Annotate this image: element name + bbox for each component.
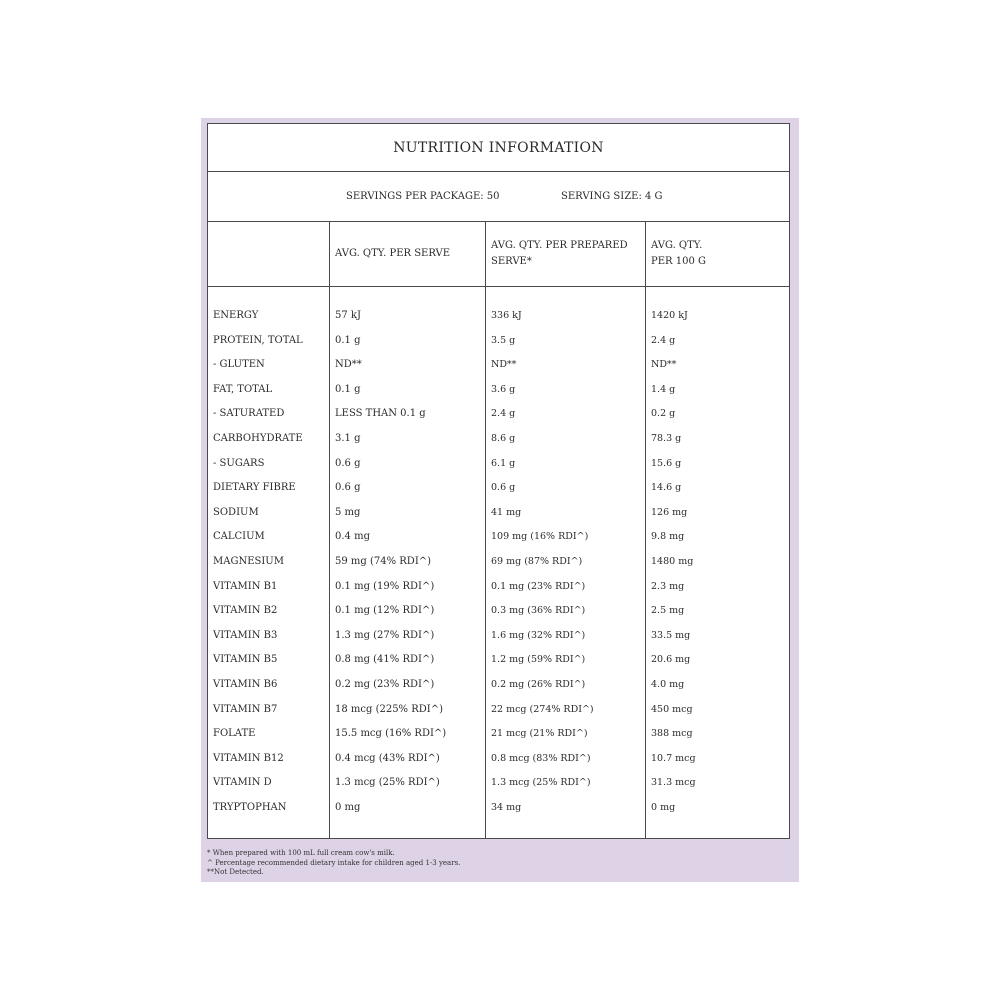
per-100g-value: 15.6 g	[651, 457, 682, 469]
per-100g-value: 4.0 mg	[651, 679, 685, 690]
prepared-value: 1.3 mcg (25% RDI^)	[491, 777, 591, 789]
nutrient-name: PROTEIN, TOTAL	[213, 334, 303, 346]
prepared-value: 109 mg (16% RDI^)	[491, 531, 589, 543]
per-serve-value: ND**	[335, 359, 362, 371]
per-serve-value: LESS THAN 0.1 g	[335, 408, 426, 420]
prepared-value: 1.2 mg (59% RDI^)	[491, 654, 586, 666]
nutrient-name: SODIUM	[213, 506, 259, 518]
table-title: NUTRITION INFORMATION	[208, 124, 789, 172]
per-serve-value: 0 mg	[335, 802, 361, 813]
prepared-value: 69 mg (87% RDI^)	[491, 556, 583, 567]
per-100g-value: 14.6 g	[651, 482, 682, 494]
prepared-value: 6.1 g	[491, 457, 516, 469]
per-serve-value: 18 mcg (225% RDI^)	[335, 703, 444, 715]
table-row	[208, 679, 789, 699]
table-row	[208, 630, 789, 650]
table-row	[208, 802, 789, 822]
table-row	[208, 359, 789, 379]
header-prepared	[491, 238, 628, 270]
nutrient-name: VITAMIN B7	[213, 703, 278, 715]
per-100g-value: ND**	[651, 359, 677, 371]
table-row	[208, 654, 789, 674]
nutrient-name: VITAMIN B1	[213, 580, 278, 592]
per-serve-value: 0.1 mg (19% RDI^)	[335, 580, 435, 592]
header-per-serve: AVG. QTY. PER SERVE	[335, 248, 451, 259]
nutrient-name: VITAMIN B2	[213, 605, 278, 617]
table-row	[208, 531, 789, 551]
nutrient-name: CARBOHYDRATE	[213, 433, 303, 444]
nutrition-table	[207, 123, 790, 839]
per-serve-value: 1.3 mg (27% RDI^)	[335, 629, 435, 641]
table-row	[208, 605, 789, 625]
per-100g-value: 2.4 g	[651, 334, 676, 346]
per-serve-value: 0.6 g	[335, 457, 361, 469]
footnotes	[207, 849, 460, 878]
per-100g-value: 0 mg	[651, 802, 676, 813]
prepared-value: 2.4 g	[491, 408, 516, 420]
header-prepared-line2: SERVE*	[491, 256, 532, 267]
per-serve-value: 0.1 g	[335, 383, 361, 395]
per-serve-value: 3.1 g	[335, 433, 361, 444]
nutrient-name: VITAMIN D	[213, 777, 272, 789]
nutrient-name: MAGNESIUM	[213, 556, 284, 567]
nutrient-name: VITAMIN B6	[213, 679, 278, 690]
table-row	[208, 408, 789, 428]
table-row	[208, 433, 789, 453]
table-row	[208, 335, 789, 355]
nutrient-name: ENERGY	[213, 310, 259, 321]
prepared-value: 21 mcg (21% RDI^)	[491, 728, 588, 740]
nutrient-name: FOLATE	[213, 728, 256, 740]
per-100g-value: 9.8 mg	[651, 531, 685, 543]
per-100g-value: 33.5 mg	[651, 629, 691, 641]
per-serve-value: 57 kJ	[335, 310, 361, 321]
nutrient-name: - SATURATED	[213, 408, 285, 420]
prepared-value: 0.8 mcg (83% RDI^)	[491, 752, 591, 764]
per-serve-value: 0.8 mg (41% RDI^)	[335, 654, 435, 666]
column-header-row	[208, 222, 789, 287]
table-row	[208, 777, 789, 797]
table-row	[208, 384, 789, 404]
prepared-value: 34 mg	[491, 802, 522, 813]
header-prepared-line1: AVG. QTY. PER PREPARED	[491, 240, 628, 251]
header-per-100g	[651, 238, 706, 270]
prepared-value: 0.2 mg (26% RDI^)	[491, 679, 586, 690]
prepared-value: 41 mg	[491, 506, 522, 518]
per-100g-value: 450 mcg	[651, 703, 693, 715]
prepared-value: 0.1 mg (23% RDI^)	[491, 580, 586, 592]
footnote-not-detected: **Not Detected.	[207, 868, 264, 876]
table-row	[208, 728, 789, 748]
per-serve-value: 0.4 mcg (43% RDI^)	[335, 752, 440, 764]
per-100g-value: 0.2 g	[651, 408, 676, 420]
header-per-100g-line1: AVG. QTY.	[651, 240, 703, 251]
nutrient-name: TRYPTOPHAN	[213, 802, 287, 813]
per-serve-value: 0.2 mg (23% RDI^)	[335, 679, 435, 690]
table-row	[208, 753, 789, 773]
per-serve-value: 15.5 mcg (16% RDI^)	[335, 728, 447, 740]
serving-size: SERVING SIZE: 4 G	[561, 191, 663, 202]
prepared-value: 3.5 g	[491, 334, 516, 346]
per-serve-value: 0.1 mg (12% RDI^)	[335, 605, 435, 617]
per-100g-value: 1480 mg	[651, 556, 694, 567]
per-serve-value: 0.1 g	[335, 334, 361, 346]
per-serve-value: 59 mg (74% RDI^)	[335, 556, 432, 567]
servings-per-package: SERVINGS PER PACKAGE: 50	[346, 191, 500, 202]
prepared-value: 0.3 mg (36% RDI^)	[491, 605, 586, 617]
per-serve-value: 5 mg	[335, 506, 361, 518]
per-100g-value: 2.5 mg	[651, 605, 685, 617]
per-100g-value: 388 mcg	[651, 728, 693, 740]
nutrient-name: - SUGARS	[213, 457, 265, 469]
per-100g-value: 20.6 mg	[651, 654, 691, 666]
prepared-value: 1.6 mg (32% RDI^)	[491, 629, 586, 641]
prepared-value: 336 kJ	[491, 310, 522, 321]
per-100g-value: 1420 kJ	[651, 310, 688, 321]
table-row	[208, 458, 789, 478]
per-serve-value: 1.3 mcg (25% RDI^)	[335, 777, 440, 789]
table-row	[208, 507, 789, 527]
servings-row	[208, 172, 789, 222]
nutrient-name: VITAMIN B5	[213, 654, 278, 666]
table-row	[208, 581, 789, 601]
nutrient-name: VITAMIN B3	[213, 629, 278, 641]
nutrient-name: CALCIUM	[213, 531, 265, 543]
per-100g-value: 10.7 mcg	[651, 752, 696, 764]
per-100g-value: 2.3 mg	[651, 580, 685, 592]
prepared-value: 0.6 g	[491, 482, 516, 494]
table-row	[208, 482, 789, 502]
nutrient-name: DIETARY FIBRE	[213, 482, 296, 494]
footnote-rdi: ^ Percentage recommended dietary intake for children aged 1-3 years.	[207, 858, 461, 867]
nutrient-name: VITAMIN B12	[213, 752, 284, 764]
table-row	[208, 310, 789, 330]
per-100g-value: 1.4 g	[651, 383, 676, 395]
nutrient-name: - GLUTEN	[213, 359, 265, 371]
prepared-value: 3.6 g	[491, 383, 516, 395]
prepared-value: ND**	[491, 359, 517, 371]
nutrient-name: FAT, TOTAL	[213, 383, 273, 395]
prepared-value: 8.6 g	[491, 433, 516, 444]
table-row	[208, 704, 789, 724]
table-row	[208, 556, 789, 576]
per-100g-value: 78.3 g	[651, 433, 682, 444]
per-serve-value: 0.4 mg	[335, 531, 370, 543]
per-serve-value: 0.6 g	[335, 482, 361, 494]
per-100g-value: 31.3 mcg	[651, 777, 696, 789]
per-100g-value: 126 mg	[651, 506, 688, 518]
header-per-100g-line2: PER 100 G	[651, 256, 706, 267]
label-panel	[201, 118, 799, 882]
footnote-prepared: * When prepared with 100 mL full cream cow's milk.	[207, 849, 395, 857]
prepared-value: 22 mcg (274% RDI^)	[491, 703, 594, 715]
